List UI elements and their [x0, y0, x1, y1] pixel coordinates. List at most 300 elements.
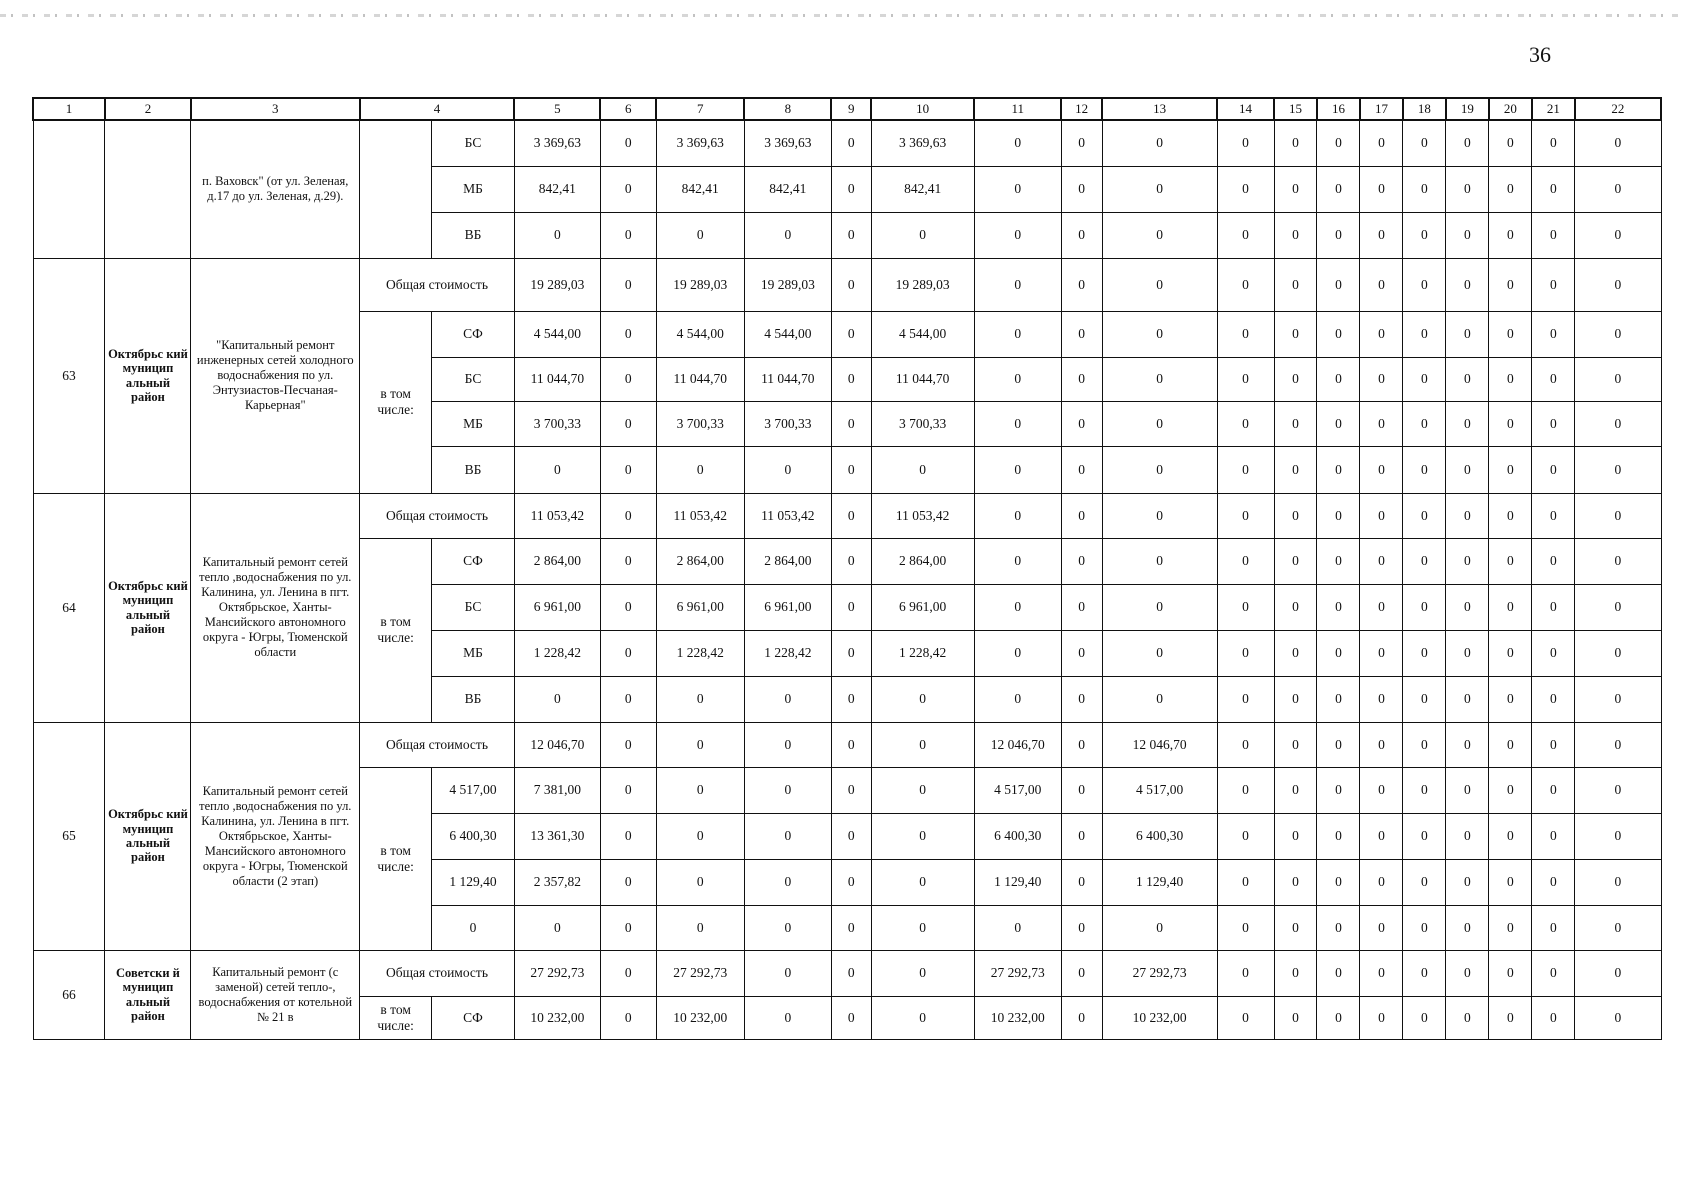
value-cell: 0: [1575, 950, 1661, 996]
total-row: [33, 950, 1661, 996]
municipality-name: Октябрьс кий муницип альный район: [105, 722, 191, 950]
value-cell: 0: [1217, 996, 1274, 1039]
value-cell: 0: [831, 859, 871, 905]
value-cell: 0: [1061, 120, 1102, 166]
value-cell: 0: [514, 905, 600, 950]
value-cell: 0: [1102, 258, 1217, 311]
value-cell: 0: [1489, 996, 1532, 1039]
value-cell: 0: [1360, 258, 1403, 311]
value-cell: 0: [1274, 538, 1317, 584]
value-cell: 842,41: [514, 166, 600, 212]
column-number-header: 12: [1061, 98, 1102, 120]
value-cell: 0: [1317, 493, 1360, 538]
value-cell: 0: [1575, 446, 1661, 493]
municipality-name: Октябрьс кий муницип альный район: [105, 258, 191, 493]
value-cell: 0: [1360, 584, 1403, 630]
value-cell: 11 044,70: [656, 357, 744, 401]
value-cell: 0: [514, 212, 600, 258]
value-cell: 0: [1575, 120, 1661, 166]
value-cell: 19 289,03: [656, 258, 744, 311]
value-cell: 7 381,00: [514, 767, 600, 813]
value-cell: 0: [1217, 630, 1274, 676]
funding-source: СФ: [432, 996, 515, 1039]
value-cell: 0: [1489, 401, 1532, 446]
value-cell: 0: [1102, 166, 1217, 212]
value-cell: 0: [1532, 401, 1575, 446]
funding-source: МБ: [432, 630, 515, 676]
value-cell: 12 046,70: [514, 722, 600, 767]
value-cell: 0: [1061, 446, 1102, 493]
value-cell: 0: [1446, 446, 1489, 493]
value-cell: 0: [1360, 722, 1403, 767]
value-cell: 0: [1274, 401, 1317, 446]
value-cell: 0: [831, 120, 871, 166]
value-cell: 10 232,00: [514, 996, 600, 1039]
value-cell: 11 044,70: [744, 357, 831, 401]
value-cell: 27 292,73: [974, 950, 1061, 996]
value-cell: 0: [1532, 950, 1575, 996]
value-cell: 0: [1575, 676, 1661, 722]
value-cell: 0: [1360, 166, 1403, 212]
value-cell: 0: [600, 722, 656, 767]
value-cell: 0: [1061, 357, 1102, 401]
value-cell: 0: [1532, 722, 1575, 767]
column-number-header: 6: [600, 98, 656, 120]
value-cell: 0: [1403, 950, 1446, 996]
value-cell: 0: [1532, 584, 1575, 630]
value-cell: 6 400,30: [1102, 813, 1217, 859]
value-cell: 0: [1317, 212, 1360, 258]
value-cell: 0: [1317, 311, 1360, 357]
value-cell: 0: [600, 813, 656, 859]
value-cell: 11 053,42: [656, 493, 744, 538]
value-cell: 0: [744, 446, 831, 493]
value-cell: 0: [1274, 357, 1317, 401]
value-cell: 0: [831, 401, 871, 446]
value-cell: 0: [1403, 538, 1446, 584]
value-cell: 0: [1403, 258, 1446, 311]
value-cell: 0: [1446, 357, 1489, 401]
column-number-header: 19: [1446, 98, 1489, 120]
value-cell: 0: [1360, 446, 1403, 493]
value-cell: 0: [1317, 905, 1360, 950]
value-cell: 2 864,00: [656, 538, 744, 584]
value-cell: 0: [1446, 311, 1489, 357]
value-cell: 3 369,63: [656, 120, 744, 166]
value-cell: 0: [974, 446, 1061, 493]
value-cell: 0: [1489, 538, 1532, 584]
value-cell: 0: [1274, 905, 1317, 950]
value-cell: 0: [1102, 357, 1217, 401]
value-cell: 0: [600, 584, 656, 630]
value-cell: 0: [1102, 120, 1217, 166]
value-cell: 0: [1274, 950, 1317, 996]
column-number-header: 10: [871, 98, 974, 120]
value-cell: 0: [1061, 311, 1102, 357]
value-cell: 0: [974, 212, 1061, 258]
value-cell: 0: [1360, 905, 1403, 950]
value-cell: 27 292,73: [656, 950, 744, 996]
column-number-header: 20: [1489, 98, 1532, 120]
value-cell: 0: [1317, 538, 1360, 584]
funding-source: СФ: [432, 538, 515, 584]
value-cell: 0: [1102, 401, 1217, 446]
value-cell: 2 357,82: [514, 859, 600, 905]
value-cell: 0: [871, 446, 974, 493]
project-description: "Капитальный ремонт инженерных сетей холодного водоснабжения по ул. Энтузиастов-Песчаная-Карьерная": [191, 258, 360, 493]
value-cell: 0: [1575, 493, 1661, 538]
value-cell: 0: [1403, 311, 1446, 357]
value-cell: 0: [974, 311, 1061, 357]
value-cell: 0: [1575, 813, 1661, 859]
column-number-header: 15: [1274, 98, 1317, 120]
value-cell: 0: [974, 676, 1061, 722]
value-cell: 0: [1061, 905, 1102, 950]
value-cell: 0: [1317, 258, 1360, 311]
including-label: [360, 120, 432, 258]
value-cell: 4 544,00: [744, 311, 831, 357]
value-cell: 6 400,30: [974, 813, 1061, 859]
value-cell: 0: [1575, 722, 1661, 767]
value-cell: 0: [1102, 676, 1217, 722]
value-cell: 0: [600, 538, 656, 584]
funding-source: 4 517,00: [432, 767, 515, 813]
value-cell: 0: [1217, 311, 1274, 357]
value-cell: 0: [1317, 584, 1360, 630]
value-cell: 0: [600, 996, 656, 1039]
total-cost-label: Общая стоимость: [360, 950, 515, 996]
value-cell: 0: [1217, 212, 1274, 258]
column-number-header: 1: [33, 98, 105, 120]
value-cell: 0: [514, 676, 600, 722]
total-row: [33, 258, 1661, 311]
value-cell: 0: [656, 446, 744, 493]
funding-source: 0: [432, 905, 515, 950]
value-cell: 0: [871, 950, 974, 996]
value-cell: 0: [1575, 905, 1661, 950]
value-cell: 1 228,42: [514, 630, 600, 676]
value-cell: 0: [1532, 120, 1575, 166]
value-cell: 0: [1489, 630, 1532, 676]
value-cell: 0: [1317, 401, 1360, 446]
funding-source: МБ: [432, 401, 515, 446]
value-cell: 0: [1446, 859, 1489, 905]
value-cell: 0: [1403, 120, 1446, 166]
value-cell: 0: [1317, 813, 1360, 859]
value-cell: 0: [1360, 996, 1403, 1039]
column-number-header: 9: [831, 98, 871, 120]
value-cell: 1 228,42: [656, 630, 744, 676]
value-cell: 0: [974, 493, 1061, 538]
value-cell: 0: [831, 722, 871, 767]
value-cell: 0: [1061, 859, 1102, 905]
value-cell: 0: [1274, 630, 1317, 676]
value-cell: 0: [1446, 905, 1489, 950]
value-cell: 0: [1489, 166, 1532, 212]
project-description: Капитальный ремонт сетей тепло ,водоснабжения по ул. Калинина, ул. Ленина в пгт. Октябрьское, Ханты-Мансийского автономного округа - Югры, Тюменской области (2 этап): [191, 722, 360, 950]
value-cell: 0: [974, 120, 1061, 166]
value-cell: 0: [974, 357, 1061, 401]
value-cell: 0: [656, 813, 744, 859]
value-cell: 0: [1217, 538, 1274, 584]
value-cell: 0: [871, 676, 974, 722]
value-cell: 0: [1532, 630, 1575, 676]
value-cell: 6 961,00: [744, 584, 831, 630]
value-cell: 2 864,00: [871, 538, 974, 584]
value-cell: 0: [1102, 212, 1217, 258]
value-cell: 0: [1403, 401, 1446, 446]
scan-artifact-line: [0, 14, 1683, 17]
value-cell: 0: [1217, 767, 1274, 813]
value-cell: 0: [1489, 212, 1532, 258]
value-cell: 0: [600, 767, 656, 813]
value-cell: 19 289,03: [871, 258, 974, 311]
value-cell: 0: [1489, 258, 1532, 311]
value-cell: 0: [1532, 493, 1575, 538]
value-cell: 0: [1061, 767, 1102, 813]
value-cell: 0: [1446, 767, 1489, 813]
value-cell: 0: [1403, 859, 1446, 905]
value-cell: 0: [1446, 258, 1489, 311]
value-cell: 0: [974, 401, 1061, 446]
value-cell: 1 228,42: [744, 630, 831, 676]
value-cell: 0: [1061, 538, 1102, 584]
value-cell: 0: [1575, 166, 1661, 212]
total-row: [33, 493, 1661, 538]
value-cell: 0: [831, 584, 871, 630]
value-cell: 0: [1317, 630, 1360, 676]
value-cell: 0: [600, 493, 656, 538]
value-cell: 0: [1061, 676, 1102, 722]
row-number: 65: [33, 722, 105, 950]
value-cell: 0: [1575, 212, 1661, 258]
total-cost-label: Общая стоимость: [360, 493, 515, 538]
project-description: Капитальный ремонт сетей тепло ,водоснабжения по ул. Калинина, ул. Ленина в пгт. Октябрьское, Ханты-Мансийского автономного округа - Югры, Тюменской области: [191, 493, 360, 722]
value-cell: 0: [1532, 357, 1575, 401]
value-cell: 0: [600, 630, 656, 676]
value-cell: 0: [1217, 446, 1274, 493]
value-cell: 0: [831, 630, 871, 676]
value-cell: 0: [871, 905, 974, 950]
value-cell: 13 361,30: [514, 813, 600, 859]
value-cell: 0: [1489, 813, 1532, 859]
value-cell: 0: [1274, 446, 1317, 493]
value-cell: 11 053,42: [514, 493, 600, 538]
value-cell: 0: [1575, 401, 1661, 446]
value-cell: 0: [1403, 493, 1446, 538]
value-cell: 6 961,00: [871, 584, 974, 630]
value-cell: 0: [831, 493, 871, 538]
value-cell: 0: [1102, 905, 1217, 950]
value-cell: 0: [1446, 676, 1489, 722]
value-cell: 0: [1403, 813, 1446, 859]
value-cell: 0: [656, 722, 744, 767]
including-label: в том числе:: [360, 767, 432, 950]
column-number-header: 8: [744, 98, 831, 120]
value-cell: 0: [744, 722, 831, 767]
value-cell: 0: [1575, 767, 1661, 813]
value-cell: 0: [1274, 258, 1317, 311]
value-cell: 0: [831, 538, 871, 584]
value-cell: 0: [1274, 813, 1317, 859]
value-cell: 0: [1489, 493, 1532, 538]
municipality-name: Октябрьс кий муницип альный район: [105, 493, 191, 722]
value-cell: 0: [1217, 166, 1274, 212]
value-cell: 0: [1360, 212, 1403, 258]
value-cell: 0: [1446, 166, 1489, 212]
value-cell: 0: [1446, 584, 1489, 630]
value-cell: 0: [1403, 584, 1446, 630]
value-cell: 0: [1403, 722, 1446, 767]
value-cell: 11 044,70: [871, 357, 974, 401]
funding-source: БС: [432, 584, 515, 630]
value-cell: 0: [1217, 258, 1274, 311]
value-cell: 0: [1061, 212, 1102, 258]
value-cell: 0: [1489, 120, 1532, 166]
value-cell: 0: [1061, 166, 1102, 212]
funding-source: 1 129,40: [432, 859, 515, 905]
value-cell: 0: [744, 676, 831, 722]
value-cell: 0: [1575, 584, 1661, 630]
value-cell: 0: [1532, 166, 1575, 212]
value-cell: 0: [871, 859, 974, 905]
value-cell: 0: [1575, 630, 1661, 676]
value-cell: 0: [831, 950, 871, 996]
value-cell: 2 864,00: [514, 538, 600, 584]
value-cell: 0: [831, 166, 871, 212]
value-cell: 0: [1317, 357, 1360, 401]
value-cell: 0: [1446, 722, 1489, 767]
value-cell: 0: [1360, 813, 1403, 859]
value-cell: 0: [1446, 212, 1489, 258]
value-cell: 0: [1102, 630, 1217, 676]
value-cell: 0: [1102, 538, 1217, 584]
value-cell: 0: [871, 767, 974, 813]
value-cell: 3 700,33: [744, 401, 831, 446]
value-cell: 0: [1061, 950, 1102, 996]
value-cell: 0: [1217, 401, 1274, 446]
value-cell: 3 700,33: [656, 401, 744, 446]
value-cell: 1 228,42: [871, 630, 974, 676]
value-cell: 10 232,00: [1102, 996, 1217, 1039]
value-cell: 0: [1217, 813, 1274, 859]
value-cell: 0: [1360, 859, 1403, 905]
value-cell: 0: [1274, 859, 1317, 905]
row-number: 63: [33, 258, 105, 493]
value-cell: 0: [1532, 767, 1575, 813]
value-cell: 0: [1360, 950, 1403, 996]
value-cell: 0: [1217, 722, 1274, 767]
value-cell: 842,41: [744, 166, 831, 212]
value-cell: 0: [600, 401, 656, 446]
value-cell: 0: [600, 357, 656, 401]
value-cell: 0: [1217, 357, 1274, 401]
value-cell: 0: [1102, 493, 1217, 538]
value-cell: 0: [1532, 813, 1575, 859]
value-cell: 0: [831, 996, 871, 1039]
funding-source: ВБ: [432, 212, 515, 258]
value-cell: 0: [1274, 120, 1317, 166]
total-cost-label: Общая стоимость: [360, 722, 515, 767]
value-cell: 0: [1489, 584, 1532, 630]
value-cell: 0: [1360, 311, 1403, 357]
value-cell: 11 053,42: [871, 493, 974, 538]
value-cell: 0: [1360, 538, 1403, 584]
value-cell: 19 289,03: [744, 258, 831, 311]
value-cell: 0: [1403, 446, 1446, 493]
value-cell: 0: [1532, 311, 1575, 357]
value-cell: 0: [1274, 584, 1317, 630]
value-cell: 0: [1403, 767, 1446, 813]
value-cell: 0: [1403, 166, 1446, 212]
value-cell: 0: [1317, 120, 1360, 166]
value-cell: 0: [744, 950, 831, 996]
value-cell: 0: [831, 905, 871, 950]
value-cell: 0: [600, 446, 656, 493]
value-cell: 0: [1360, 630, 1403, 676]
value-cell: 0: [1489, 357, 1532, 401]
value-cell: 0: [1274, 311, 1317, 357]
value-cell: 0: [1489, 950, 1532, 996]
value-cell: 0: [744, 859, 831, 905]
column-number-header: 7: [656, 98, 744, 120]
value-cell: 6 961,00: [514, 584, 600, 630]
value-cell: 842,41: [656, 166, 744, 212]
value-cell: 0: [1217, 493, 1274, 538]
column-number-header: 14: [1217, 98, 1274, 120]
value-cell: 0: [1403, 905, 1446, 950]
value-cell: 0: [744, 996, 831, 1039]
value-cell: 0: [1317, 859, 1360, 905]
column-number-row: [33, 98, 1661, 120]
value-cell: 0: [1446, 120, 1489, 166]
value-cell: 4 544,00: [871, 311, 974, 357]
value-cell: 0: [656, 859, 744, 905]
value-cell: 0: [974, 538, 1061, 584]
value-cell: 0: [1217, 676, 1274, 722]
value-cell: 3 700,33: [871, 401, 974, 446]
value-cell: 0: [871, 813, 974, 859]
value-cell: 0: [1532, 859, 1575, 905]
value-cell: 0: [831, 813, 871, 859]
value-cell: 0: [1217, 950, 1274, 996]
total-cost-label: Общая стоимость: [360, 258, 515, 311]
funding-source: СФ: [432, 311, 515, 357]
value-cell: 0: [1217, 859, 1274, 905]
value-cell: 0: [1489, 859, 1532, 905]
value-cell: 0: [1061, 996, 1102, 1039]
value-cell: 0: [831, 258, 871, 311]
value-cell: 0: [600, 166, 656, 212]
value-cell: 0: [1403, 630, 1446, 676]
value-cell: 0: [744, 212, 831, 258]
value-cell: 0: [1532, 212, 1575, 258]
value-cell: 0: [871, 996, 974, 1039]
value-cell: 11 044,70: [514, 357, 600, 401]
value-cell: 0: [1061, 630, 1102, 676]
value-cell: 0: [1102, 584, 1217, 630]
funding-source: БС: [432, 120, 515, 166]
value-cell: 0: [1274, 722, 1317, 767]
value-cell: 0: [1532, 676, 1575, 722]
page-number: 36: [1529, 42, 1551, 67]
column-number-header: 4: [360, 98, 515, 120]
value-cell: 11 053,42: [744, 493, 831, 538]
value-cell: 0: [974, 630, 1061, 676]
value-cell: 0: [600, 859, 656, 905]
value-cell: 0: [831, 676, 871, 722]
value-cell: 0: [600, 950, 656, 996]
